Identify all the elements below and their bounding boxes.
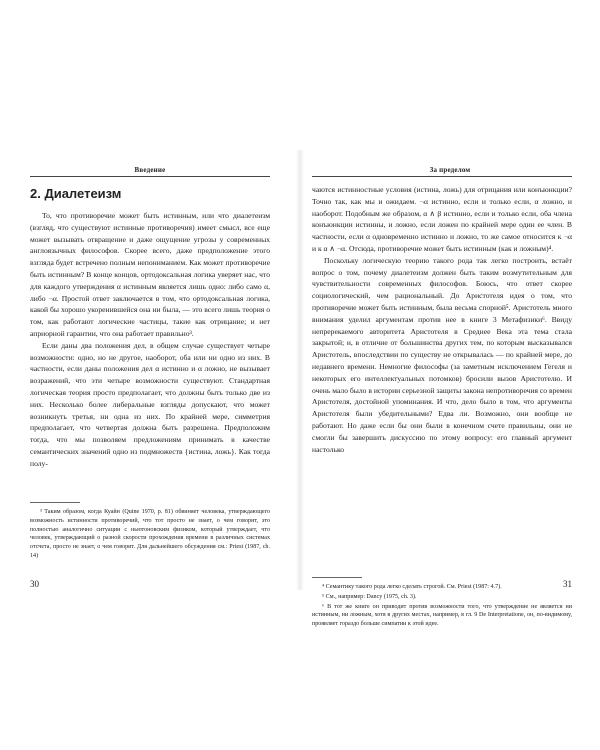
paragraph: Если даны два положения дел, в общем случае существует четыре возможности: одно, но не другое, наоборот, оба или ни одно из них. В частности, если даны положения дел α истинно и α ложно, не вызывает возражений, что эти четыре возможности существуют. Стандартная логическая теория просто предполагает, что должны быть только две из них. Несколько более либеральные взгляды допускают, что может возникнуть третья, ни одна из них. По крайней мере, симметрия предполагает, что четвертая должна быть разрешена. Предположим тогда, что мы позволяем предложениям принимать в качестве семантических значений одно из подмножеств {истина, ложь}. Как тогда полу-	[30, 340, 270, 468]
body-text	[30, 210, 270, 470]
body-text	[312, 184, 572, 455]
paragraph: То, что противоречие может быть истинным, или что диалетеизм (взгляд, что существуют истинные противоречия) имеет смысл, все еще может вызывать отвращение и даже ощущение угрозы у современных англоязычных философов. Скорее всего, даже предположение этого взгляда будет встречено полным непониманием. Как может противоречие быть истинным? В конце концов, ортодоксальная логика уверяет нас, что для каждого утверждения α истинным является лишь одно: либо само α, либо ¬α. Простой ответ заключается в том, что ортодоксальная логика, какой бы хорошо укоренившейся она ни была, — это всего лишь теория о том, как работают логические частицы, такие как отрицание; и нет априорной гарантии, что она работает правильно³.	[30, 211, 270, 338]
right-page	[300, 0, 600, 750]
footnote: ⁶ В тот же книге он приводит против возможности того, что утверждение не является ни истинным, ни ложным, хотя в других местах, например, в гл. 9 De Interpretatione, он, по-видимому, проявляет гораздо больше симпатии к этой идее.	[312, 603, 572, 628]
paragraph: Поскольку логическую теорию такого рода так легко построить, встаёт вопрос о том, почему диалетеизм должен быть таким возмутительным для чувствительности современных философов. Боюсь, что ответ скорее социологический, чем рациональный. До Аристотеля идея о том, что противоречие может быть истинным, была весьма спорной⁵. Аристотель много внимания уделил аргументам против нее в книге 3 Метафизики⁶. Ввиду непререкаемого авторитета Аристотеля в Среднее Века эта тема стала закрытой; и, в отличие от большинства других тем, по которым высказывался Аристотель, впоследствии по существу не открывалась — по крайней мере, до недавнего времени. Немногие философы (за заметным исключением Гегеля и некоторых его интеллектуальных потомков) бросили вызов Аристотелю. И очень мало было в истории серьезной защиты закона непротиворечия со времен Аристотеля, достойной упоминания. И что, дело было в том, что аргументы Аристотеля были убедительными? Едва ли. Возможно, они вообще не работают. Но даже если бы они были в конечном счете правильны, они не смогли бы завершить дискуссию по этому вопросу: его главный аргумент настолько	[312, 255, 572, 454]
footnote: ⁵ См., например: Dancy (1975, ch. 3).	[322, 593, 417, 600]
page-number: 31	[563, 579, 572, 589]
running-head: За пределом	[429, 166, 471, 174]
page-number: 30	[30, 579, 39, 589]
footnotes	[312, 583, 572, 630]
footnote: ⁴ Семантику такого рода легко сделать строгой. См. Priest (1987: 4.7).	[322, 584, 502, 590]
header-rule	[30, 176, 270, 177]
running-head: Введение	[134, 166, 166, 174]
footnotes	[30, 508, 270, 562]
header-rule	[312, 176, 572, 177]
footnote: ³ Таким образом, когда Куайн (Quine 1970, p. 81) обвиняет человека, утверждающего возможность истинности противоречий, что тот просто не знает, о чем говорит, это полностью аналогично ситуации с ньютоновским физиком, который утверждает, что человек, утверждающий о разной скорости прохождения времени в различных системах отсчета, просто не знает, о чем говорит. Для дальнейшего обсуждения см.: Priest (1987, ch. 14)	[30, 509, 270, 559]
footnote-rule	[312, 577, 362, 578]
section-title: 2. Диалетеизм	[30, 186, 122, 201]
paragraph: чаются истинностные условия (истина, ложь) для отрицания или конъюнкции? Точно так, как мы и ожидаем. ¬α истинно, если и только если, α ложно, и наоборот. Подобным же образом, α ∧ β истинно, если и только если, оба члена конъюнкции истинны, и ложно, если ложен по крайней мере один ее член. В частности, если α одновременно истинно и ложно, то же самое относится к ¬α и к α ∧ ¬α. Отсюда, противоречие может быть истинным (как и ложным)⁴.	[312, 185, 572, 253]
footnote-rule	[30, 502, 80, 503]
